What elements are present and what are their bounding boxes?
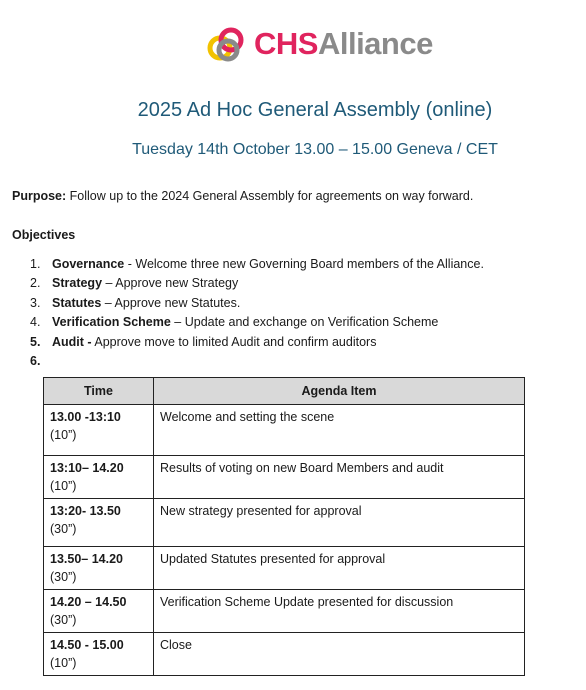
objective-item (30, 333, 484, 352)
logo-wordmark (254, 22, 433, 66)
duration: (10”) (50, 479, 77, 493)
table-row (44, 499, 525, 547)
objectives-list (30, 255, 484, 371)
objective-term: Strategy (52, 276, 103, 291)
rings-logo-icon (204, 22, 248, 66)
duration: (30”) (50, 570, 77, 584)
agenda-item-cell: Close (154, 633, 525, 676)
table-row (44, 590, 525, 633)
agenda-item-cell: Welcome and setting the scene (154, 405, 525, 456)
agenda-table (43, 377, 525, 676)
time-range: 13.50– 14.20 (50, 552, 123, 566)
time-column-header: Time (44, 378, 154, 405)
objective-number: 5. (30, 334, 41, 349)
duration: (30”) (50, 522, 77, 536)
logo-text-alliance: Alliance (317, 26, 433, 61)
page-subtitle: Tuesday 14th October 13.00 – 15.00 Geneva / CET (132, 141, 498, 158)
objective-number: 4. (30, 315, 41, 330)
objective-item (30, 255, 484, 274)
agenda-item-cell: Updated Statutes presented for approval (154, 547, 525, 590)
objective-number: 2. (30, 276, 41, 291)
purpose-paragraph (12, 189, 473, 203)
purpose-label: Purpose: (12, 189, 67, 203)
agenda-item-column-header: Agenda Item (154, 378, 525, 405)
duration: (30”) (50, 613, 77, 627)
table-row (44, 456, 525, 499)
purpose-text: Follow up to the 2024 General Assembly for agreements on way forward. (66, 189, 474, 203)
objective-text: – Approve new Strategy (102, 276, 239, 291)
objective-text: – Approve new Statutes. (101, 295, 241, 310)
agenda-item-cell: Results of voting on new Board Members and audit (154, 456, 525, 499)
duration: (10”) (50, 656, 77, 670)
duration: (10”) (50, 428, 77, 442)
objective-item (30, 274, 484, 293)
agenda-item-cell: Verification Scheme Update presented for discussion (154, 590, 525, 633)
objective-number: 6. (30, 353, 41, 368)
table-row (44, 547, 525, 590)
objective-text: - Welcome three new Governing Board members of the Alliance. (124, 257, 484, 271)
time-cell (44, 590, 154, 633)
objective-item (30, 352, 484, 371)
objective-term: Governance (52, 257, 125, 271)
page-title: 2025 Ad Hoc General Assembly (online) (137, 99, 493, 121)
objective-term: Verification Scheme (52, 315, 171, 330)
objective-item (30, 294, 484, 313)
objective-text: – Update and exchange on Verification Scheme (170, 315, 439, 330)
objective-number: 3. (30, 295, 41, 310)
table-row (44, 633, 525, 676)
time-range: 13:20- 13.50 (50, 504, 121, 518)
table-row (44, 405, 525, 456)
logo-text-chs: CHS (254, 26, 318, 61)
agenda-item-cell: New strategy presented for approval (154, 499, 525, 547)
time-range: 14.20 – 14.50 (50, 595, 127, 609)
time-cell (44, 547, 154, 590)
time-range: 13.00 -13:10 (50, 410, 121, 424)
objectives-heading: Objectives (12, 228, 76, 242)
chs-alliance-logo (204, 22, 433, 66)
time-cell (44, 456, 154, 499)
time-range: 14.50 - 15.00 (50, 638, 124, 652)
time-cell (44, 633, 154, 676)
objective-text: Approve move to limited Audit and confirm auditors (91, 334, 377, 349)
time-cell (44, 499, 154, 547)
objective-term: Statutes (52, 295, 102, 310)
agenda-header-row (44, 378, 525, 405)
time-cell (44, 405, 154, 456)
objective-term: Audit - (52, 334, 92, 349)
time-range: 13:10– 14.20 (50, 461, 124, 475)
objective-item (30, 313, 484, 332)
objective-number: 1. (30, 257, 41, 271)
